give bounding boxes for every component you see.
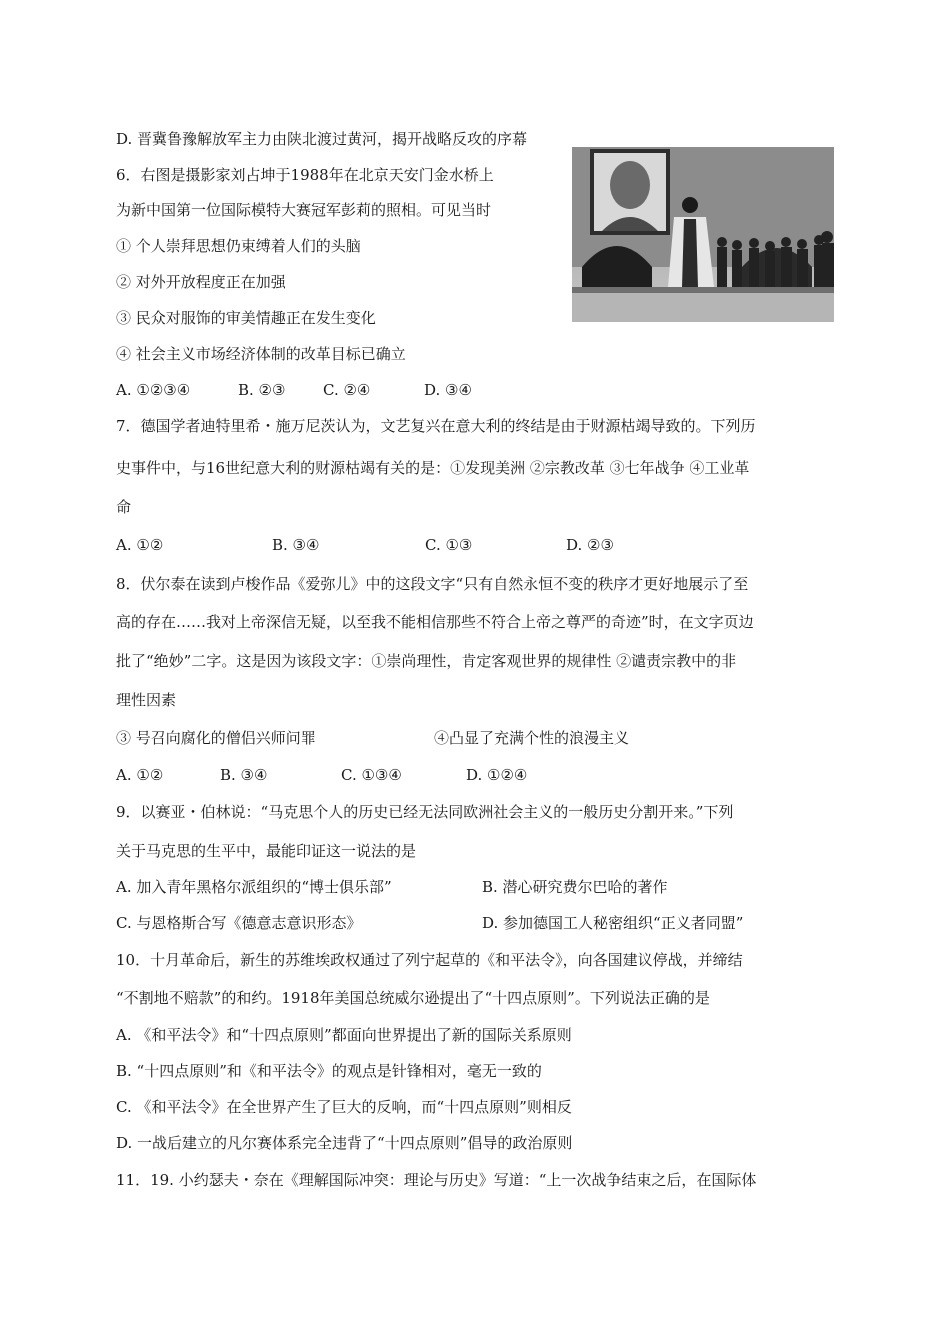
q8-option-b: B. ③④ [220, 766, 268, 784]
q8-item-3: ③ 号召向腐化的僧侣兴师问罪 [116, 729, 316, 747]
q6-stem-line-1: 6．右图是摄影家刘占坤于1988年在北京天安门金水桥上 [116, 166, 494, 184]
q10-stem-line-2: “不割地不赔款”的和约。1918年美国总统威尔逊提出了“十四点原则”。下列说法正确的是 [116, 989, 710, 1007]
q6-item-3: ③ 民众对服饰的审美情趣正在发生变化 [116, 309, 376, 327]
q9-option-b: B. 潜心研究费尔巴哈的著作 [482, 878, 668, 896]
q10-option-a: A. 《和平法令》和“十四点原则”都面向世界提出了新的国际关系原则 [116, 1026, 572, 1044]
q9-stem-line-2: 关于马克思的生平中，最能印证这一说法的是 [116, 842, 417, 860]
q8-option-d: D. ①②④ [466, 766, 528, 784]
q7-option-a: A. ①② [116, 536, 164, 554]
q5-option-d: D. 晋冀鲁豫解放军主力由陕北渡过黄河，揭开战略反攻的序幕 [116, 130, 528, 148]
q10-option-b: B. “十四点原则”和《和平法令》的观点是针锋相对，毫无一致的 [116, 1062, 542, 1080]
q9-option-c: C. 与恩格斯合写《德意志意识形态》 [116, 914, 362, 932]
q10-option-c: C. 《和平法令》在全世界产生了巨大的反响，而“十四点原则”则相反 [116, 1098, 572, 1116]
q9-option-d: D. 参加德国工人秘密组织“正义者同盟” [482, 914, 744, 932]
q8-option-a: A. ①② [116, 766, 164, 784]
q8-stem-line-3: 批了“绝妙”二字。这是因为该段文字：①崇尚理性，肯定客观世界的规律性 ②谴责宗教中的非 [116, 652, 737, 670]
q6-option-b: B. ②③ [238, 381, 286, 399]
q8-option-c: C. ①③④ [341, 766, 402, 784]
q7-stem-line-1: 7．德国学者迪特里希・施万尼茨认为，文艺复兴在意大利的终结是由于财源枯竭导致的。下列历 [116, 417, 756, 435]
q7-option-b: B. ③④ [272, 536, 320, 554]
q11-stem-line-1: 11．19. 小约瑟夫・奈在《理解国际冲突：理论与历史》写道：“上一次战争结束之后，在国际体 [116, 1171, 757, 1189]
q6-option-c: C. ②④ [323, 381, 371, 399]
q7-stem-line-3: 命 [116, 498, 132, 516]
q7-option-d: D. ②③ [566, 536, 614, 554]
q6-item-2: ② 对外开放程度正在加强 [116, 273, 286, 291]
q6-option-d: D. ③④ [424, 381, 472, 399]
q9-stem-line-1: 9．以赛亚・伯林说：“马克思个人的历史已经无法同欧洲社会主义的一般历史分割开来。”下列 [116, 803, 734, 821]
q8-item-4: ④凸显了充满个性的浪漫主义 [434, 729, 630, 747]
q7-option-c: C. ①③ [425, 536, 473, 554]
q6-item-4: ④ 社会主义市场经济体制的改革目标已确立 [116, 345, 406, 363]
q6-item-1: ① 个人崇拜思想仍束缚着人们的头脑 [116, 237, 361, 255]
tiananmen-model-photo [572, 147, 834, 322]
q9-option-a: A. 加入青年黑格尔派组织的“博士俱乐部” [116, 878, 392, 896]
photo-illustration [572, 147, 834, 322]
q8-stem-line-1: 8．伏尔泰在读到卢梭作品《爱弥儿》中的这段文字“只有自然永恒不变的秩序才更好地展示了至 [116, 575, 749, 593]
q8-stem-line-4: 理性因素 [116, 691, 177, 709]
q10-stem-line-1: 10．十月革命后，新生的苏维埃政权通过了列宁起草的《和平法令》，向各国建议停战，并缔结 [116, 951, 743, 969]
q6-option-a: A. ①②③④ [116, 381, 191, 399]
q6-stem-line-2: 为新中国第一位国际模特大赛冠军彭莉的照相。可见当时 [116, 201, 492, 219]
q8-stem-line-2: 高的存在……我对上帝深信无疑，以至我不能相信那些不符合上帝之尊严的奇迹”时，在文字页边 [116, 613, 754, 631]
q7-stem-line-2: 史事件中，与16世纪意大利的财源枯竭有关的是：①发现美洲 ②宗教改革 ③七年战争 ④工业革 [116, 459, 750, 477]
q10-option-d: D. 一战后建立的凡尔赛体系完全违背了“十四点原则”倡导的政治原则 [116, 1134, 573, 1152]
